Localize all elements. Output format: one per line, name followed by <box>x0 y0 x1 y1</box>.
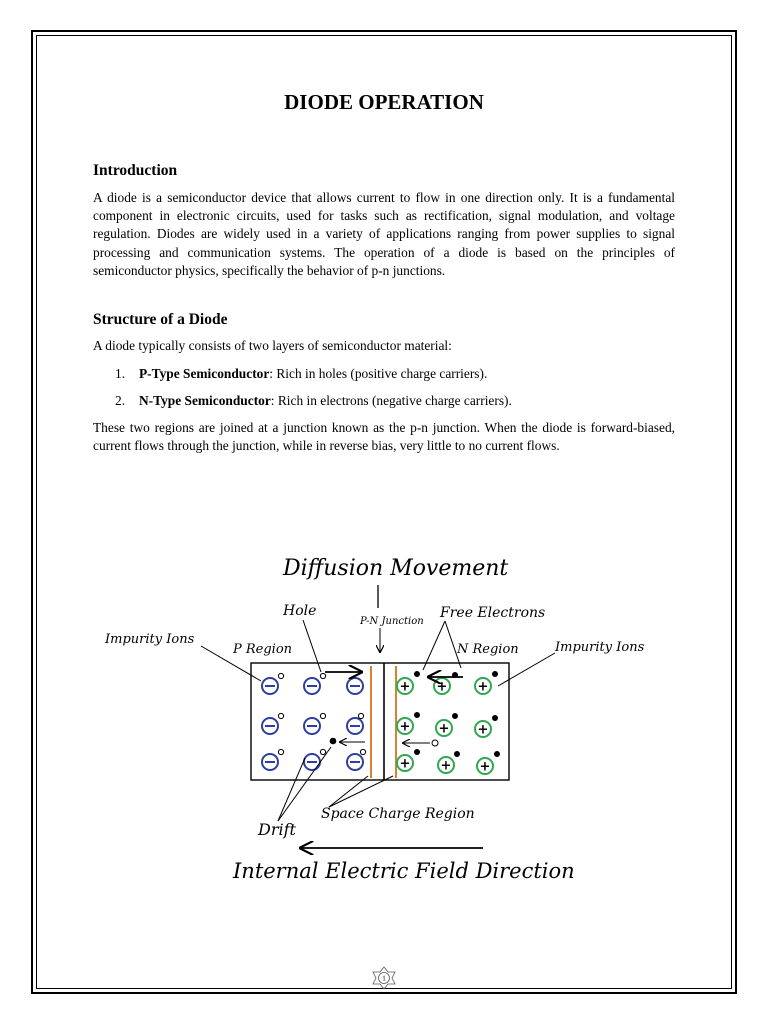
page-number: 1 <box>382 974 386 983</box>
svg-text:+: + <box>438 721 450 737</box>
svg-text:+: + <box>399 756 411 772</box>
impurity-ions-left-label: Impurity Ions <box>105 632 195 647</box>
semiconductor-block <box>251 663 509 780</box>
negative-ion <box>347 678 363 694</box>
p-region-ions <box>262 673 366 770</box>
negative-ion <box>304 713 326 734</box>
impurity-ions-right-label: Impurity Ions <box>555 640 645 655</box>
drifting-electron <box>330 738 337 745</box>
svg-text:+: + <box>399 679 411 695</box>
negative-ion <box>304 673 326 694</box>
field-direction-label: Internal Electric Field Direction <box>233 859 575 883</box>
negative-ion <box>262 713 284 734</box>
structure-list <box>93 365 675 410</box>
svg-text:+: + <box>479 759 491 775</box>
positive-ion <box>397 712 420 735</box>
svg-text:+: + <box>436 679 448 695</box>
hole-pointer <box>303 620 321 672</box>
list-item: 1. P-Type Semiconductor: Rich in holes (positive charge carriers). <box>115 366 488 382</box>
negative-ion <box>262 749 284 770</box>
pn-junction-label: P-N Junction <box>360 616 424 627</box>
negative-ion <box>262 673 284 694</box>
p-region-label: P Region <box>233 642 293 657</box>
n-region-ions <box>397 671 500 775</box>
positive-ion <box>475 715 498 738</box>
positive-ion <box>434 672 458 695</box>
structure-closing-paragraph: These two regions are joined at a junction known as the p-n junction. When the diode is forward-biased, current flows through the junction, while in reverse bias, very little to no current flows. <box>93 420 675 454</box>
positive-ion <box>438 751 460 774</box>
drift-label: Drift <box>258 820 296 839</box>
positive-ion <box>397 749 420 772</box>
hole-label: Hole <box>283 603 317 619</box>
negative-ion <box>347 749 366 770</box>
pn-junction-diagram <box>93 548 675 888</box>
structure-heading: Structure of a Diode <box>93 311 228 329</box>
page-title: DIODE OPERATION <box>284 90 484 114</box>
negative-ion <box>347 713 364 734</box>
intro-paragraph: A diode is a semiconductor device that allows current to flow in one direction only. It is a fundamental component in electronic circuits, used for tasks such as rectification, signal modulation, and voltage regulation. Diodes are widely used in a variety of applications ranging from power supplies to signal processing and communication systems. The operation of a diode is based on the principles of semiconductor physics, specifically the behavior of p-n junctions. <box>93 190 675 278</box>
diagram-svg <box>93 548 675 888</box>
page-number-badge <box>370 966 398 990</box>
positive-ion <box>436 713 458 737</box>
positive-ion <box>397 671 420 695</box>
svg-text:+: + <box>399 719 411 735</box>
svg-text:+: + <box>477 722 489 738</box>
svg-text:+: + <box>477 679 489 695</box>
intro-heading: Introduction <box>93 162 178 179</box>
impurity-right-pointer <box>498 653 555 686</box>
structure-lead: A diode typically consists of two layers of semiconductor material: <box>93 338 452 354</box>
document-body <box>93 86 675 456</box>
list-item: 2. N-Type Semiconductor: Rich in electrons (negative charge carriers). <box>115 393 512 409</box>
free-electrons-label: Free Electrons <box>440 605 546 621</box>
positive-ion <box>475 671 498 695</box>
page-number-ornament <box>370 966 398 990</box>
positive-ion <box>477 751 500 775</box>
drifting-hole <box>432 740 438 746</box>
diagram-title: Diffusion Movement <box>283 556 509 581</box>
space-charge-label: Space Charge Region <box>321 806 475 822</box>
svg-text:+: + <box>440 758 452 774</box>
n-region-label: N Region <box>457 642 519 657</box>
